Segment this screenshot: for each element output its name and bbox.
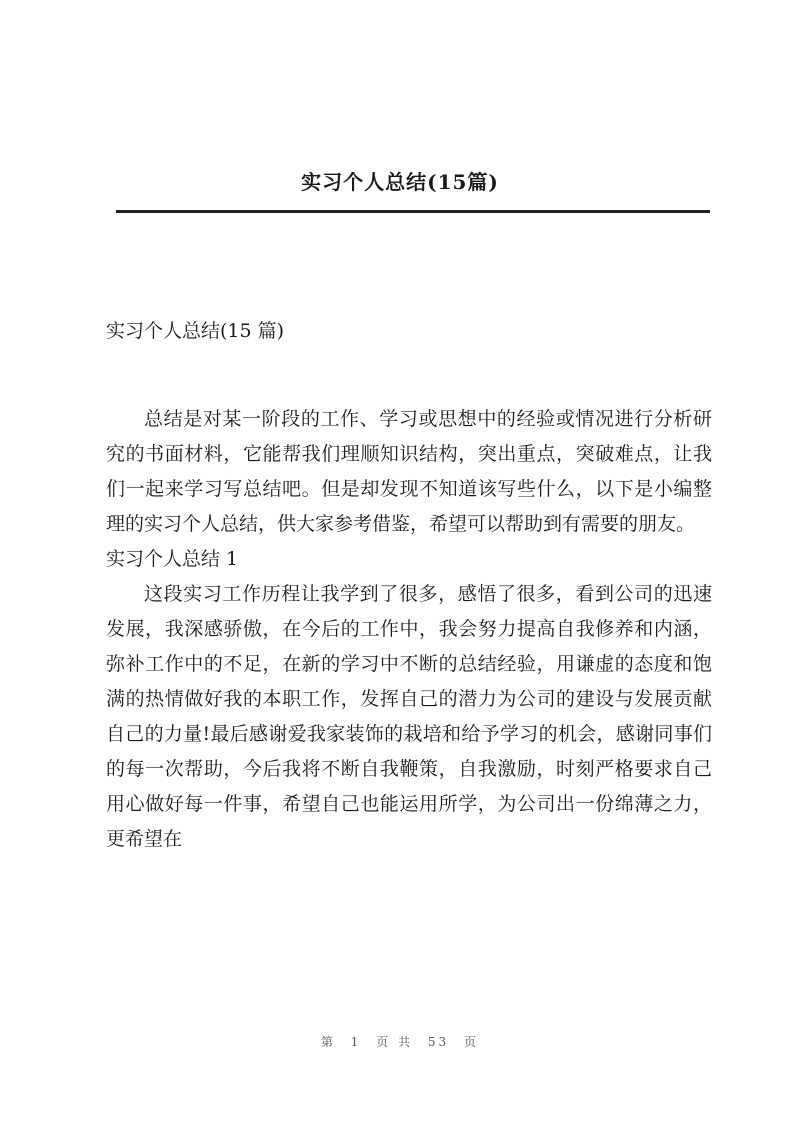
footer-label-page: 第: [320, 1035, 336, 1049]
footer-current-page: 1: [350, 1035, 362, 1049]
page-header-title: 实习个人总结(15篇): [301, 170, 499, 194]
section-heading: 实习个人总结 1: [106, 548, 239, 570]
header-divider: [116, 210, 710, 213]
footer-label-of: 页 共: [376, 1035, 414, 1049]
page-footer: [0, 1033, 800, 1050]
section-paragraph: 这段实习工作历程让我学到了很多，感悟了很多，看到公司的迅速发展，我深感骄傲，在今后的工作中，我会努力提高自我修养和内涵，弥补工作中的不足，在新的学习中不断的总结经验，用谦虚的态度和饱满的热情做好我的本职工作，发挥自己的潜力为公司的建设与发展贡献自己的力量!最后感谢爱我家装饰的栽培和给予学习的机会，感谢同事们的每一次帮助，今后我将不断自我鞭策，自我激励，时刻严格要求自己用心做好每一件事，希望自己也能运用所学，为公司出一份绵薄之力，更希望在: [106, 583, 712, 850]
intro-paragraph: 总结是对某一阶段的工作、学习或思想中的经验或情况进行分析研究的书面材料，它能帮我们理顺知识结构，突出重点，突破难点，让我们一起来学习写总结吧。但是却发现不知道该写些什么，以下是小编整理的实习个人总结，供大家参考借鉴，希望可以帮助到有需要的朋友。: [106, 408, 712, 535]
document-body: [106, 314, 712, 857]
document-title: 实习个人总结(15 篇): [106, 320, 285, 342]
footer-label-pages: 页: [464, 1035, 480, 1049]
footer-total-pages: 53: [427, 1035, 450, 1049]
